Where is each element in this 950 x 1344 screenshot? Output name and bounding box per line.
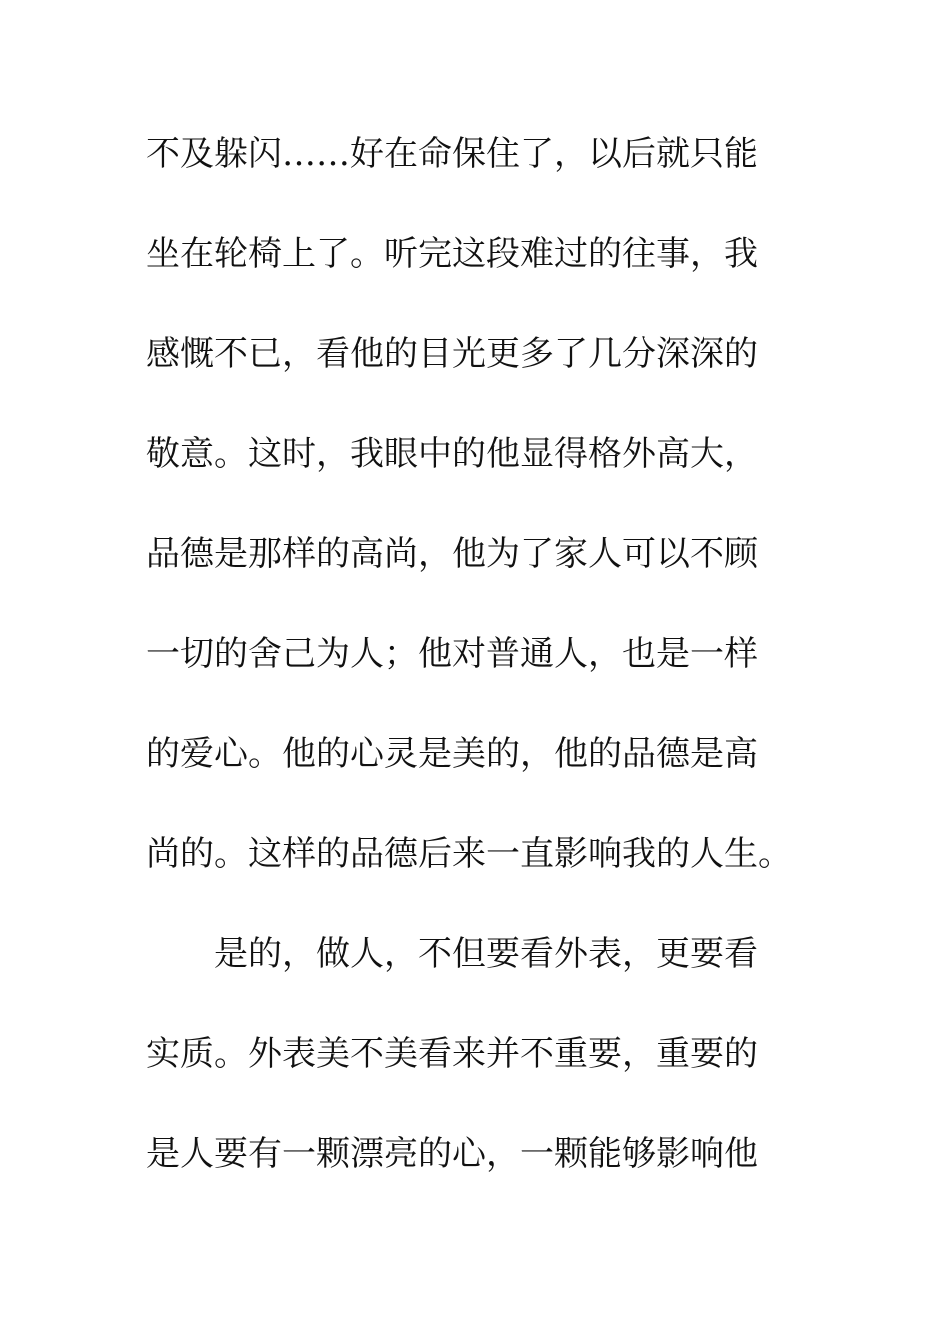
text-line: 感慨不已，看他的目光更多了几分深深的 bbox=[146, 334, 758, 374]
text-line: 品德是那样的高尚，他为了家人可以不顾 bbox=[146, 534, 758, 574]
text-line: 一切的舍己为人；他对普通人，也是一样 bbox=[146, 634, 758, 674]
text-line: 的爱心。他的心灵是美的，他的品德是高 bbox=[146, 734, 758, 774]
text-line: 实质。外表美不美看来并不重要，重要的 bbox=[146, 1034, 758, 1074]
text-line: 不及躲闪……好在命保住了，以后就只能 bbox=[146, 134, 758, 174]
paragraph-start-line: 是的，做人，不但要看外表，更要看 bbox=[214, 934, 758, 974]
text-line: 坐在轮椅上了。听完这段难过的往事，我 bbox=[146, 234, 758, 274]
text-line: 敬意。这时，我眼中的他显得格外高大， bbox=[146, 434, 758, 474]
body-text bbox=[146, 126, 796, 1226]
text-line: 是人要有一颗漂亮的心，一颗能够影响他 bbox=[146, 1134, 758, 1174]
text-line: 尚的。这样的品德后来一直影响我的人生。 bbox=[146, 834, 792, 874]
